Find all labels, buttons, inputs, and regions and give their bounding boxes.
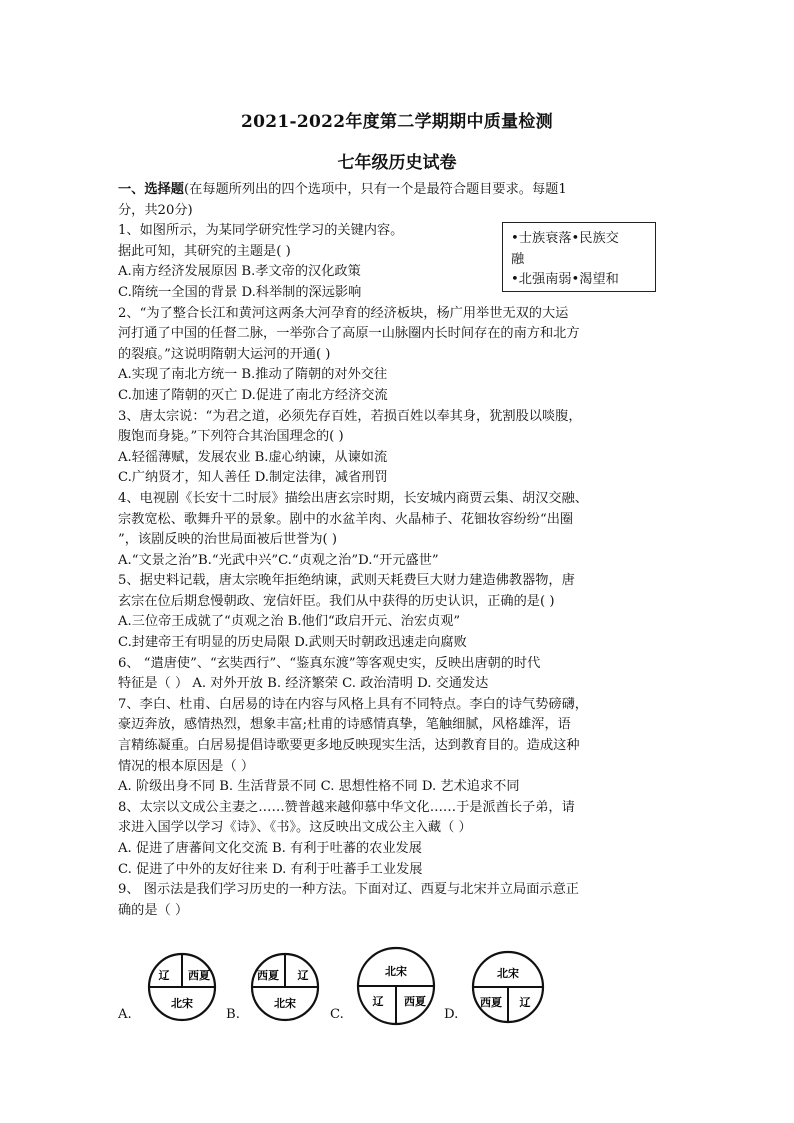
q8-stem: 求进入国学以学习《诗》、《书》。这反映出文成公主入藏（ ） bbox=[118, 820, 472, 836]
q6-stem: 6、 “遣唐使”、“玄奘西行”、“鉴真东渡”等客观史实，反映出唐朝的时代 bbox=[118, 655, 541, 671]
exam-subtitle: 七年级历史试卷 bbox=[337, 153, 457, 173]
q1-stem: 1、如图所示，为某同学研究性学习的关键内容。 bbox=[118, 223, 404, 239]
q1-options: A.南方经济发展原因 B.孝文帝的汉化政策 bbox=[118, 264, 361, 280]
q3-options: A.轻徭薄赋，发展农业 B.虚心纳谏，从谏如流 bbox=[118, 449, 388, 465]
q9-stem: 9、 图示法是我们学习历史的一种方法。下面对辽、西夏与北宋并立局面示意正 bbox=[118, 882, 579, 898]
q9-b-top-right: 辽 bbox=[297, 969, 309, 982]
q9-diagram-b bbox=[248, 951, 322, 1023]
q1-box-line: •士族衰落•民族交 bbox=[511, 231, 619, 246]
section-heading-line bbox=[118, 180, 680, 201]
exam-title: 2021-2022年度第二学期期中质量检测 bbox=[241, 112, 553, 132]
q1-box-line: 融 bbox=[511, 251, 525, 267]
q1-options: C.隋统一全国的背景 D.科举制的深远影响 bbox=[118, 284, 362, 300]
q3-stem: 3、唐太宗说：“为君之道，必须先存百姓，若损百姓以奉其身，犹割股以啖腹， bbox=[118, 408, 582, 424]
section-note: (在每题所列出的四个选项中，只有一个是最符合题目要求。每题1 bbox=[183, 182, 567, 197]
q9-d-top: 北宋 bbox=[497, 967, 519, 980]
q2-options: C.加速了隋朝的灭亡 D.促进了南北方经济交流 bbox=[118, 387, 388, 403]
q9-diagram-d bbox=[468, 949, 548, 1025]
q8-options: C. 促进了中外的友好往来 D. 有利于吐蕃手工业发展 bbox=[118, 861, 423, 877]
q4-stem: ”，该剧反映的治世局面被后世誉为( ) bbox=[118, 532, 338, 548]
q9-diagram-a bbox=[146, 951, 218, 1023]
q2-stem: 的裂痕。”这说明隋朝大运河的开通( ) bbox=[118, 346, 331, 362]
q3-stem: 腹饱而身毙。”下列符合其治国理念的( ) bbox=[118, 429, 344, 445]
q9-a-top-right: 西夏 bbox=[188, 969, 210, 982]
q2-stem: 2、“为了整合长江和黄河这两条大河孕育的经济板块，杨广用举世无双的大运 bbox=[118, 305, 569, 321]
q9-a-top-left: 辽 bbox=[158, 969, 170, 982]
q8-options: A. 促进了唐蕃间文化交流 B. 有利于吐蕃的农业发展 bbox=[118, 841, 422, 856]
q9-diagrams bbox=[118, 945, 688, 1030]
q9-diagram-c bbox=[354, 945, 438, 1027]
q5-stem: 玄宗在位后期怠慢朝政、宠信奸臣。我们从中获得的历史认识，正确的是( ) bbox=[118, 593, 555, 609]
q7-stem: 言精练凝重。白居易提倡诗歌要更多地反映现实生活，达到教育目的。造成这种 bbox=[118, 738, 580, 754]
q9-stem: 确的是（ ） bbox=[118, 902, 189, 918]
q9-option-label: C. bbox=[330, 1007, 344, 1022]
q9-c-bottom-left: 辽 bbox=[372, 995, 384, 1008]
q9-b-bottom: 北宋 bbox=[274, 997, 296, 1010]
q2-stem: 河打通了中国的任督二脉，一举弥合了高原一山脉圈内长时间存在的南方和北方 bbox=[118, 326, 580, 342]
q8-stem: 8、太宗以文成公主妻之……赞普越来越仰慕中华文化……于是派酋长子弟，请 bbox=[118, 799, 575, 815]
q1-stem: 据此可知，其研究的主题是( ) bbox=[118, 243, 291, 259]
q9-d-bottom-left: 西夏 bbox=[480, 996, 502, 1009]
q9-option-label: B. bbox=[226, 1007, 240, 1022]
question-body bbox=[118, 180, 680, 921]
q2-options: A.实现了南北方统一 B.推动了隋朝的对外交往 bbox=[118, 367, 388, 383]
q5-stem: 5、据史料记载，唐太宗晚年拒绝纳谏，武则天耗费巨大财力建造佛教器物，唐 bbox=[118, 573, 575, 589]
q4-options: A.“文景之治”B.“光武中兴”C.“贞观之治”D.“开元盛世” bbox=[118, 552, 439, 568]
q7-stem: 情况的根本原因是（ ） bbox=[118, 758, 255, 774]
q4-stem: 宗教宽松、歌舞升平的景象。剧中的水盆羊肉、火晶柿子、花钿妆容纷纷“出圈 bbox=[118, 511, 574, 527]
q5-options: A.三位帝王成就了“贞观之治 B.他们“政启开元、治宏贞观” bbox=[118, 614, 461, 630]
q5-options: C.封建帝王有明显的历史局限 D.武则天时朝政迅速走向腐败 bbox=[118, 635, 467, 651]
q1-box-line: •北强南弱•渴望和 bbox=[511, 272, 619, 288]
q7-stem: 豪迈奔放，感情热烈，想象丰富;杜甫的诗感情真挚，笔触细腻，风格雄浑，语 bbox=[118, 717, 571, 733]
q9-option-label: A. bbox=[118, 1007, 132, 1022]
section-note-cont: 分，共20分) bbox=[118, 202, 193, 218]
q9-a-bottom: 北宋 bbox=[171, 997, 193, 1010]
q9-c-top: 北宋 bbox=[385, 965, 407, 978]
section-heading: 一、选择题 bbox=[118, 182, 184, 197]
q7-options: A. 阶级出身不同 B. 生活背景不同 C. 思想性格不同 D. 艺术追求不同 bbox=[118, 779, 520, 795]
q9-option-label: D. bbox=[444, 1007, 459, 1022]
q6-stem-options: 特征是（ ） A. 对外开放 B. 经济繁荣 C. 政治清明 D. 交通发达 bbox=[118, 676, 489, 692]
q3-options: C.广纳贤才，知人善任 D.制定法律，减省刑罚 bbox=[118, 470, 388, 486]
q9-b-top-left: 西夏 bbox=[257, 969, 279, 982]
q7-stem: 7、李白、杜甫、白居易的诗在内容与风格上具有不同特点。李白的诗气势磅礴， bbox=[118, 696, 588, 712]
q9-d-bottom-right: 辽 bbox=[519, 996, 531, 1009]
q9-c-bottom-right: 西夏 bbox=[404, 995, 426, 1008]
q4-stem: 4、电视剧《长安十二时辰》描绘出唐玄宗时期，长安城内商贾云集、胡汉交融、 bbox=[118, 490, 588, 506]
